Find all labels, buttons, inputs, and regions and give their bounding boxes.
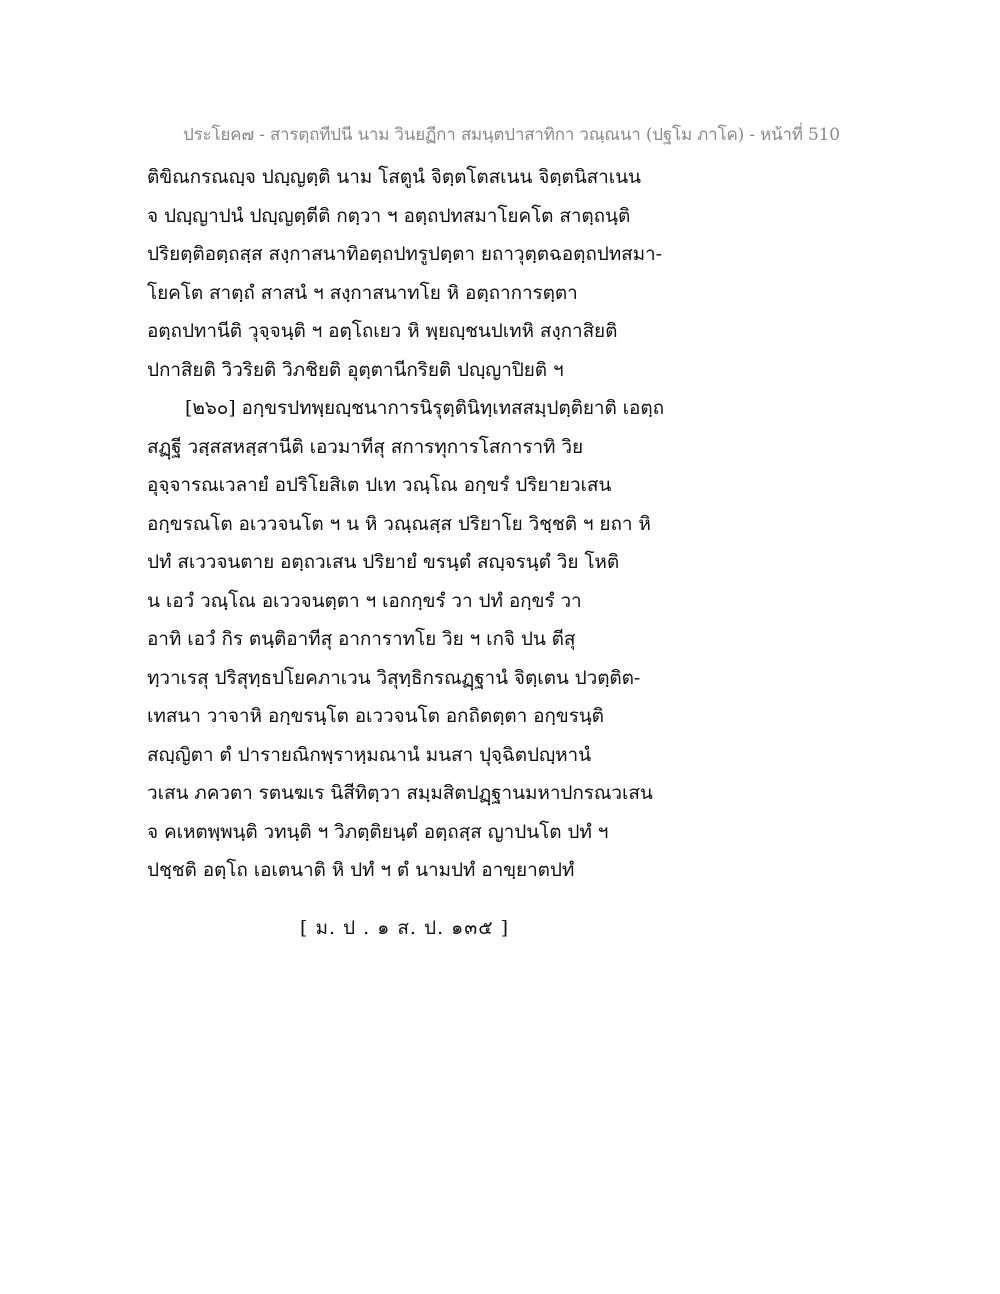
text-line: เทสนา วาจาหิ อกฺขรนฺโต อเววจนโต อกถิตตฺตา อกฺขรนฺติ bbox=[147, 705, 604, 727]
paragraph-start-line: [๒๖๐] อกฺขรปทพฺยญฺชนาการนิรุตฺตินิทฺเทสสมฺปตฺติยาติ เอตฺถ bbox=[185, 397, 665, 419]
source-reference: [ ม. ป . ๑ ส. ป. ๑๓๕ ] bbox=[300, 917, 510, 939]
text-line: ปริยตฺติอตฺถสฺส สงฺกาสนาทิอตฺถปทรูปตฺตา ยถาวุตฺตฉอตฺถปทสมา- bbox=[147, 243, 662, 265]
text-line: อุจฺจารณเวลายํ อปริโยสิเต ปเท วณฺโณ อกฺขรํ ปริยายวเสน bbox=[147, 474, 612, 496]
text-line: ติขิณกรณญฺจ ปญฺญตฺติ นาม โสตูนํ จิตฺตโตสเนน จิตฺตนิสาเนน bbox=[147, 166, 641, 188]
text-line: โยคโต สาตฺถํ สาสนํ ฯ สงฺกาสนาทโย หิ อตฺถาการตฺตา bbox=[147, 281, 578, 304]
text-line: อตฺถปทานีติ วุจฺจนฺติ ฯ อตฺโถเยว หิ พฺยญฺชนปเทหิ สงฺกาสิยติ bbox=[147, 320, 618, 342]
text-line: ปชฺชติ อตฺโถ เอเตนาติ หิ ปทํ ฯ ตํ นามปทํ อาขฺยาตปทํ bbox=[147, 859, 575, 881]
text-line: จ ปญฺญาปนํ ปญฺญตฺตีติ กตฺวา ฯ อตฺถปทสมาโยคโต สาตฺถนฺติ bbox=[147, 204, 631, 227]
text-line: วเสน ภควตา รตนฆเร นิสีทิตฺวา สมฺมสิตปฏฺฐานมหาปกรณวเสน bbox=[147, 782, 653, 804]
text-line: อกฺขรณโต อเววจนโต ฯ น หิ วณฺณสฺส ปริยาโย วิชฺชติ ฯ ยถา หิ bbox=[147, 512, 651, 535]
text-line: ปทํ สเววจนตาย อตฺถวเสน ปริยายํ ขรนฺตํ สญฺจรนฺตํ วิย โหติ bbox=[147, 551, 620, 573]
text-line: สญฺญิตา ตํ ปารายณิกพฺราหฺมณานํ มนสา ปุจฺฉิตปญฺหานํ bbox=[147, 743, 591, 766]
text-line: ทฺวาเรสุ ปริสุทฺธปโยคภาเวน วิสุทฺธิกรณฏฺฐานํ จิตฺเตน ปวตฺติต- bbox=[147, 666, 641, 689]
text-line: ปกาสิยติ วิวริยติ วิภชิยติ อุตฺตานีกริยติ ปญฺญาปิยติ ฯ bbox=[147, 358, 564, 381]
body-text bbox=[147, 158, 707, 890]
text-line: สฏฺฐี วสฺสสหสฺสานีติ เอวมาทีสุ สการทุการโสการาทิ วิย bbox=[147, 435, 584, 458]
text-line: น เอวํ วณฺโณ อเววจนตฺตา ฯ เอกกฺขรํ วา ปทํ อกฺขรํ วา bbox=[147, 589, 582, 612]
running-header: ประโยค๗ - สารตฺถทีปนี นาม วินยฏีกา สมนฺตปาสาทิกา วณฺณนา (ปฐโม ภาโค) - หน้าที่ 510 bbox=[183, 125, 840, 145]
text-line: จ คเหตพฺพนฺติ วทนฺติ ฯ วิภตฺติยนฺตํ อตฺถสฺส ญาปนโต ปทํ ฯ bbox=[147, 820, 609, 843]
text-line: อาทิ เอวํ กิร ตนฺติอาทีสุ อาการาทโย วิย ฯ เกจิ ปน ตีสุ bbox=[147, 628, 576, 650]
